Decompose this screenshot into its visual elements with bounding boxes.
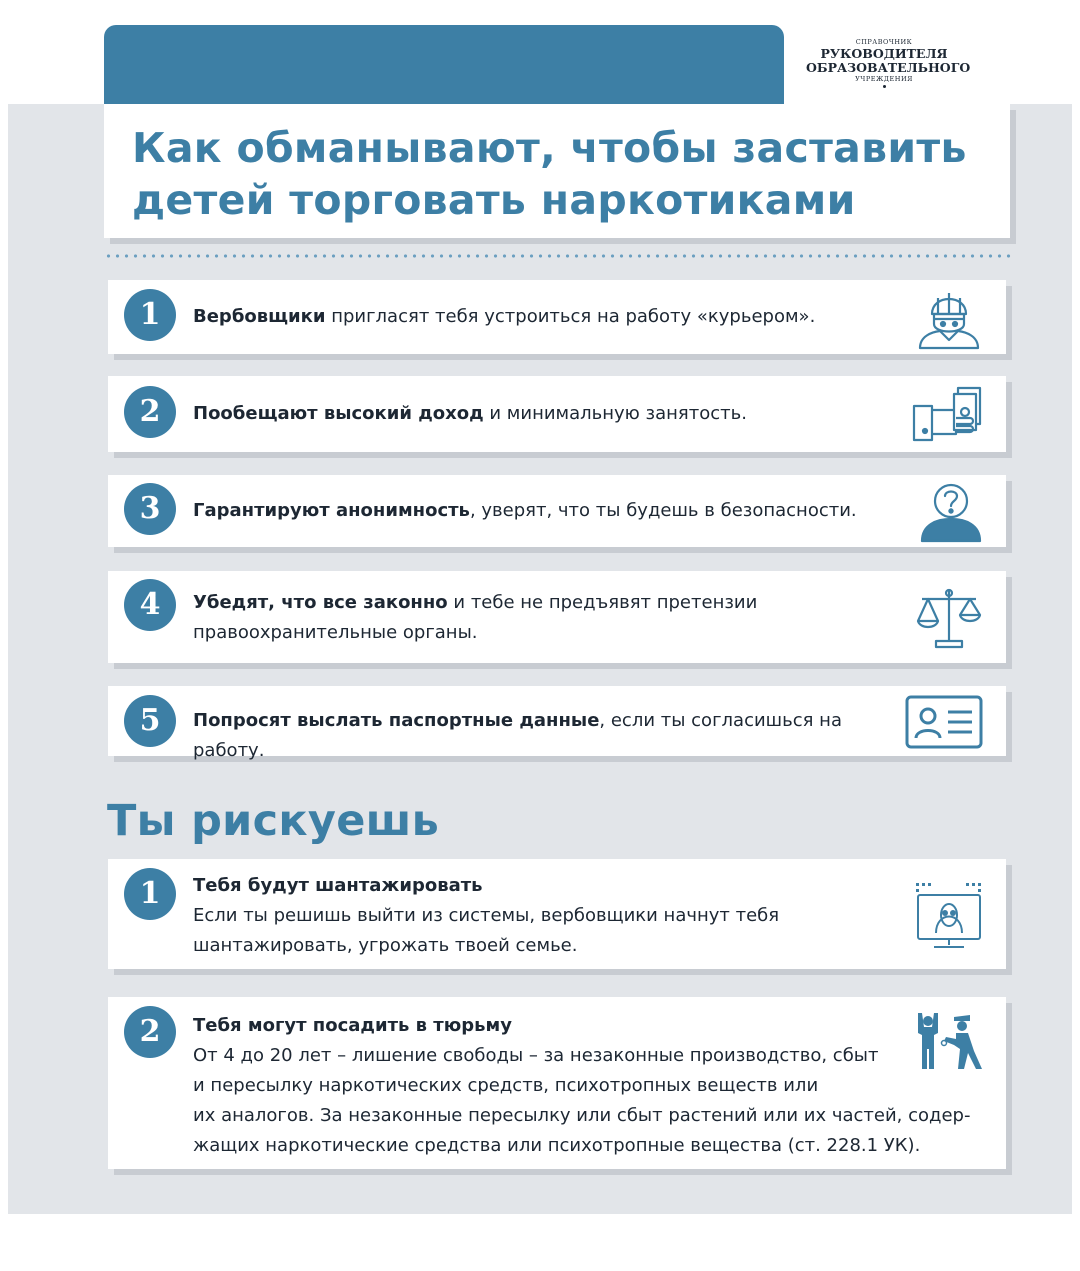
risk-heading: Тебя могут посадить в тюрьму [193,1015,512,1036]
item-bold: Гарантируют анонимность [193,500,470,521]
item-text [193,588,898,648]
item-bold: Пообещают высокий доход [193,403,484,424]
publisher-logo [806,38,971,88]
arrest-icon [914,1011,984,1073]
item-text [193,302,898,332]
brand-line2: ОБРАЗОВАТЕЛЬНОГО [806,60,971,75]
dotted-divider [104,254,1012,258]
header-bar [104,25,784,105]
page-title: Как обманывают, чтобы заставить детей торговать наркотиками [132,124,967,224]
brand-dot [883,85,886,88]
list-item [108,997,1006,1169]
title-card [104,104,1010,238]
item-bold: Вербовщики [193,306,326,327]
brand-bottom: УЧРЕЖДЕНИЯ [855,75,913,83]
list-item [108,475,1006,547]
list-item [108,376,1006,452]
id-card-icon [904,694,984,750]
risks-title: Ты рискуешь [107,796,440,846]
item-rest: , уверят, что ты будешь в безопасности. [469,500,857,521]
item-rest: и минимальную занятость. [483,403,747,424]
list-item [108,571,1006,663]
item-number: 2 [124,386,176,438]
item-rest: пригласят тебя устроиться на работу «курьером». [325,306,816,327]
risk-number: 1 [124,868,176,920]
item-number: 3 [124,483,176,535]
list-item [108,859,1006,969]
recruiter-icon [914,284,984,350]
item-text [193,399,898,429]
hacker-monitor-icon [914,881,984,951]
anonymous-person-icon [918,481,984,543]
risk-body: Если ты решишь выйти из системы, вербовщики начнут тебя шантажировать, угрожать твоей семье. [193,905,780,956]
item-bold: Убедят, что все законно [193,592,448,613]
risk-text [193,871,913,961]
item-text [193,496,898,526]
item-number: 1 [124,289,176,341]
item-text [193,706,898,766]
money-hand-icon [912,384,984,444]
list-item [108,280,1006,354]
risk-number: 2 [124,1006,176,1058]
item-number: 5 [124,695,176,747]
risk-body: От 4 до 20 лет – лишение свободы – за незаконные производство, сбыт и пересылку наркотических средств, психотропных веществ или их аналогов. За незаконные пересылку или сбыт растений или их частей, содер- жащих наркотические средства или психотропные вещества (ст. 228.1 УК). [193,1045,971,1156]
item-number: 4 [124,579,176,631]
risk-heading: Тебя будут шантажировать [193,875,483,896]
list-item [108,686,1006,761]
brand-top: СПРАВОЧНИК [855,38,913,46]
item-rest: и тебе не предъявят претензии правоохранительные органы. [193,592,758,643]
scales-icon [914,585,984,649]
risk-text [193,1011,983,1161]
item-bold: Попросят выслать паспортные данные [193,710,600,731]
brand-line1: РУКОВОДИТЕЛЯ [820,46,948,61]
item-rest: , если ты согласишься на работу. [193,710,842,761]
